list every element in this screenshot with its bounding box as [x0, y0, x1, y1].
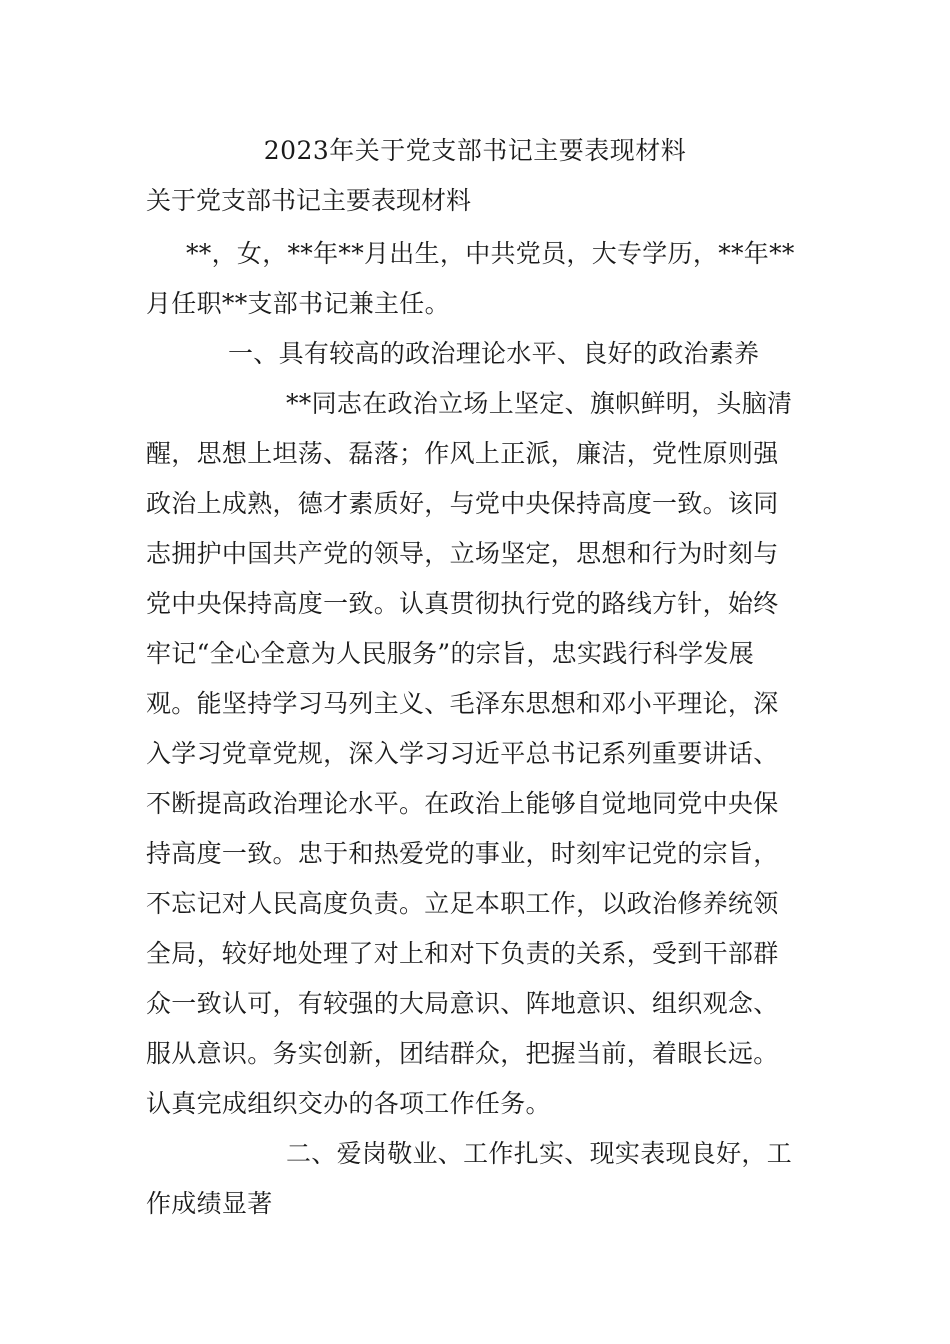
paragraph-line: 党中央保持高度一致。认真贯彻执行党的路线方针，始终: [146, 589, 779, 618]
paragraph-line: 服从意识。务实创新，团结群众，把握当前，着眼长远。: [146, 1039, 779, 1068]
paragraph-line: 醒，思想上坦荡、磊落；作风上正派，廉洁，党性原则强: [146, 439, 779, 468]
intro-line: **，女，**年**月出生，中共党员，大专学历，**年**: [186, 239, 795, 268]
document-subtitle: 关于党支部书记主要表现材料: [146, 186, 472, 215]
section-heading: 一、具有较高的政治理论水平、良好的政治素养: [228, 339, 760, 368]
paragraph-line: 众一致认可，有较强的大局意识、阵地意识、组织观念、: [146, 989, 779, 1018]
paragraph-line: 全局，较好地处理了对上和对下负责的关系，受到干部群: [146, 939, 779, 968]
document-title: 2023年关于党支部书记主要表现材料: [263, 136, 687, 165]
section-heading: 二、爱岗敬业、工作扎实、现实表现良好，工: [286, 1139, 793, 1168]
paragraph-line: 政治上成熟，德才素质好，与党中央保持高度一致。该同: [146, 489, 779, 518]
paragraph-line: **同志在政治立场上坚定、旗帜鲜明，头脑清: [286, 389, 793, 418]
paragraph-line: 持高度一致。忠于和热爱党的事业，时刻牢记党的宗旨，: [146, 839, 779, 868]
section-heading: 作成绩显著: [146, 1189, 273, 1218]
paragraph-line: 入学习党章党规，深入学习习近平总书记系列重要讲话、: [146, 739, 779, 768]
paragraph-line: 认真完成组织交办的各项工作任务。: [146, 1089, 551, 1118]
paragraph-line: 志拥护中国共产党的领导，立场坚定，思想和行为时刻与: [146, 539, 779, 568]
intro-line: 月任职**支部书记兼主任。: [146, 289, 450, 318]
paragraph-line: 不忘记对人民高度负责。立足本职工作，以政治修养统领: [146, 889, 779, 918]
paragraph-line: 不断提高政治理论水平。在政治上能够自觉地同党中央保: [146, 789, 779, 818]
paragraph-line: 牢记“全心全意为人民服务”的宗旨，忠实践行科学发展: [146, 639, 755, 668]
paragraph-line: 观。能坚持学习马列主义、毛泽东思想和邓小平理论，深: [146, 689, 779, 718]
